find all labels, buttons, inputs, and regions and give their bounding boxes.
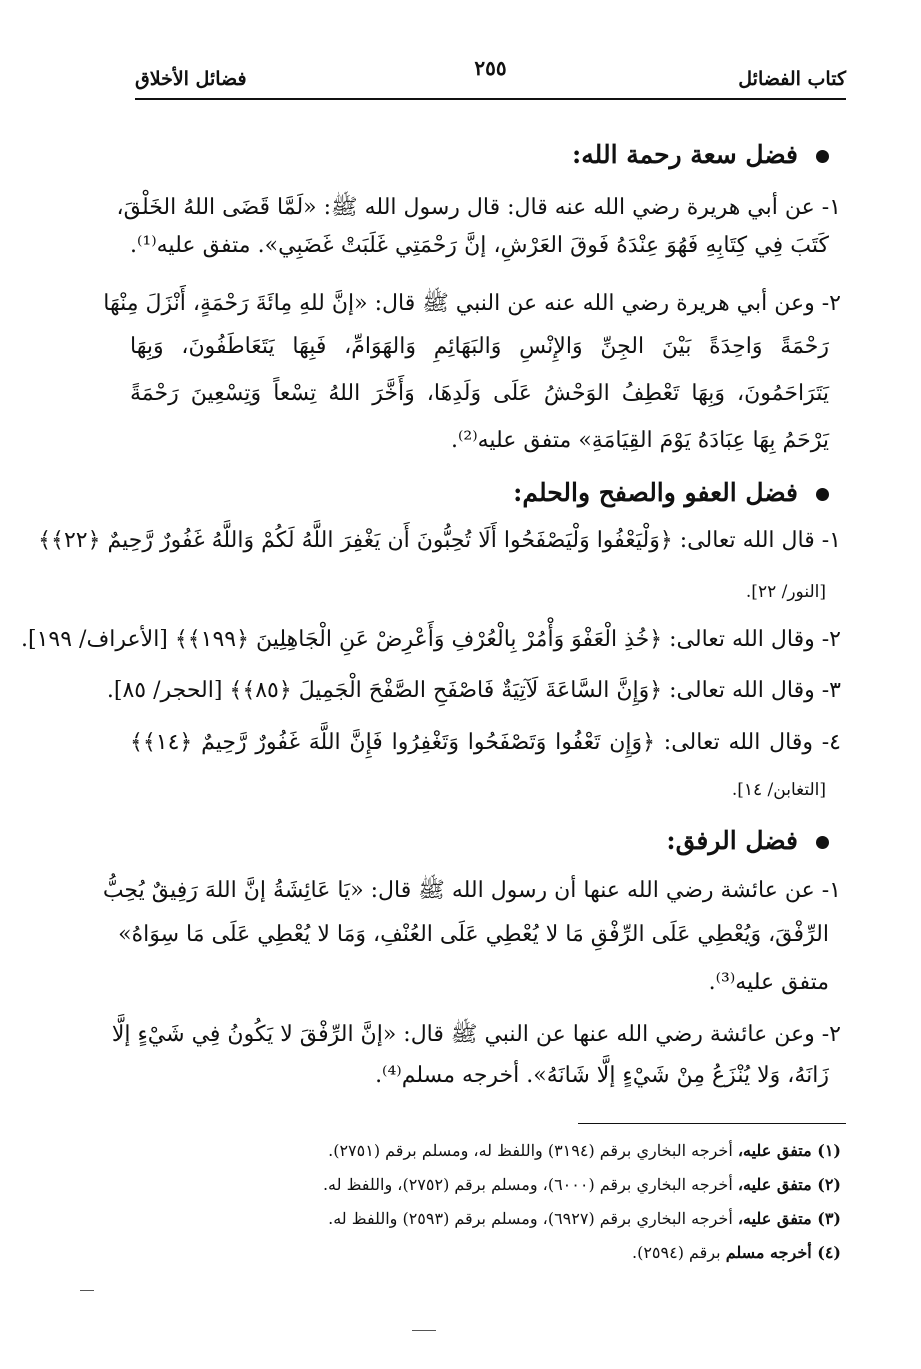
verse-reference: [النور/ ٢٢]. <box>745 582 826 602</box>
text-line: ١- عن عائشة رضي الله عنها أن رسول الله ﷺ قال: «يَا عَائِشَةُ إنَّ اللهَ رَفِيقٌ يُحِبُّ <box>102 878 841 903</box>
footnote-text: أخرجه البخاري برقم (٣١٩٤) واللفظ له، ومسلم برقم (٢٧٥١). <box>328 1141 738 1160</box>
footnote <box>323 1175 841 1194</box>
text-line: زَانَهُ، وَلا يُنْزَعُ مِنْ شَيْءٍ إلَّا شَانَهُ». أخرجه مسلم⁽⁴⁾. <box>375 1063 829 1088</box>
bullet-icon <box>816 488 829 501</box>
footnote-text: أخرجه البخاري برقم (٦٠٠٠)، ومسلم برقم (٢٧٥٢)، واللفظ له. <box>322 1175 738 1194</box>
footnote-label: (٤) أخرجه مسلم <box>725 1243 841 1262</box>
footnote-separator <box>578 1123 846 1124</box>
footnote-label: (٢) متفق عليه، <box>737 1175 841 1194</box>
footnote-text: أخرجه البخاري برقم (٦٩٢٧)، ومسلم برقم (٢٥٩٣) واللفظ له. <box>328 1209 738 1228</box>
scan-speck <box>412 1330 436 1331</box>
text-line: ٤- وقال الله تعالى: ﴿وَإِن تَعْفُوا وَتَصْفَحُوا وَتَغْفِرُوا فَإِنَّ اللَّهَ غَفُورٌ رَّحِيمٌ ﴿١٤﴾﴾ <box>130 730 841 755</box>
text-line: ٢- وعن أبي هريرة رضي الله عنه عن النبي ﷺ قال: «إنَّ للهِ مِائَةَ رَحْمَةٍ، أَنْزَلَ مِنْهَا <box>103 291 841 316</box>
bullet-icon <box>816 150 829 163</box>
scan-speck <box>80 1290 94 1291</box>
footnote-text: برقم (٢٥٩٤). <box>631 1243 726 1262</box>
text-line: ١- عن أبي هريرة رضي الله عنه قال: قال رسول الله ﷺ: «لَمَّا قَضَى اللهُ الخَلْقَ، <box>116 195 841 220</box>
footnote-label: (١) متفق عليه، <box>737 1141 841 1160</box>
book-title: كتاب الفضائل <box>738 68 846 90</box>
section-heading-text: فضل الرفق: <box>666 826 798 855</box>
footnote <box>328 1141 841 1160</box>
text-line: متفق عليه⁽³⁾. <box>708 970 829 995</box>
text-line: يَرْحَمُ بِهَا عِبَادَهُ يَوْمَ القِيَامَةِ» متفق عليه⁽²⁾. <box>450 428 829 453</box>
section-heading <box>666 826 829 855</box>
section-heading <box>513 478 829 507</box>
text-line: كَتَبَ فِي كِتَابِهِ فَهُوَ عِنْدَهُ فَوقَ العَرْشِ، إنَّ رَحْمَتِي غَلَبَتْ غَضَبِي». متفق عليه⁽¹⁾. <box>130 233 829 258</box>
text-line: ٢- وقال الله تعالى: ﴿خُذِ الْعَفْوَ وَأْمُرْ بِالْعُرْفِ وَأَعْرِضْ عَنِ الْجَاهِلِينَ ﴿١٩٩﴾﴾ [الأعراف/ ١٩٩]. <box>21 627 841 652</box>
section-heading-text: فضل سعة رحمة الله: <box>572 140 798 169</box>
page-number: ٢٥٥ <box>474 56 507 80</box>
footnote-label: (٣) متفق عليه، <box>737 1209 841 1228</box>
text-line: ٢- وعن عائشة رضي الله عنها عن النبي ﷺ قال: «إنَّ الرِّفْقَ لا يَكُونُ فِي شَيْءٍ إلَّا <box>111 1022 841 1047</box>
footnote <box>632 1243 841 1262</box>
bullet-icon <box>816 836 829 849</box>
footnote <box>328 1209 841 1228</box>
text-line: رَحْمَةً وَاحِدَةً بَيْنَ الجِنِّ وَالإِنْسِ وَالبَهَائِمِ وَالهَوَامِّ، فَبِهَا يَتَعَاطَفُونَ، وَبِهَا <box>130 334 829 359</box>
text-line: الرِّفْقَ، وَيُعْطِي عَلَى الرِّفْقِ مَا لا يُعْطِي عَلَى العُنْفِ، وَمَا لا يُعْطِي عَلَى مَا سِوَاهُ» <box>118 922 829 947</box>
text-line: يَتَرَاحَمُونَ، وَبِهَا تَعْطِفُ الوَحْشُ عَلَى وَلَدِهَا، وَأَخَّرَ اللهُ تِسْعاً وَتِسْعِينَ رَحْمَةً <box>130 381 829 406</box>
text-line: ١- قال الله تعالى: ﴿وَلْيَعْفُوا وَلْيَصْفَحُوا أَلَا تُحِبُّونَ أَن يَغْفِرَ اللَّهُ لَكُمْ وَاللَّهُ غَفُورٌ رَّحِيمٌ ﴿٢٢﴾﴾ <box>38 528 841 553</box>
verse-reference: [التغابن/ ١٤]. <box>731 780 826 800</box>
section-heading-text: فضل العفو والصفح والحلم: <box>513 478 798 507</box>
chapter-title: فضائل الأخلاق <box>135 68 247 90</box>
text-line: ٣- وقال الله تعالى: ﴿وَإِنَّ السَّاعَةَ لَآتِيَةٌ فَاصْفَحِ الصَّفْحَ الْجَمِيلَ ﴿٨٥﴾﴾ [الحجر/ ٨٥]. <box>106 678 841 703</box>
section-heading <box>572 140 829 169</box>
running-header <box>135 56 846 100</box>
